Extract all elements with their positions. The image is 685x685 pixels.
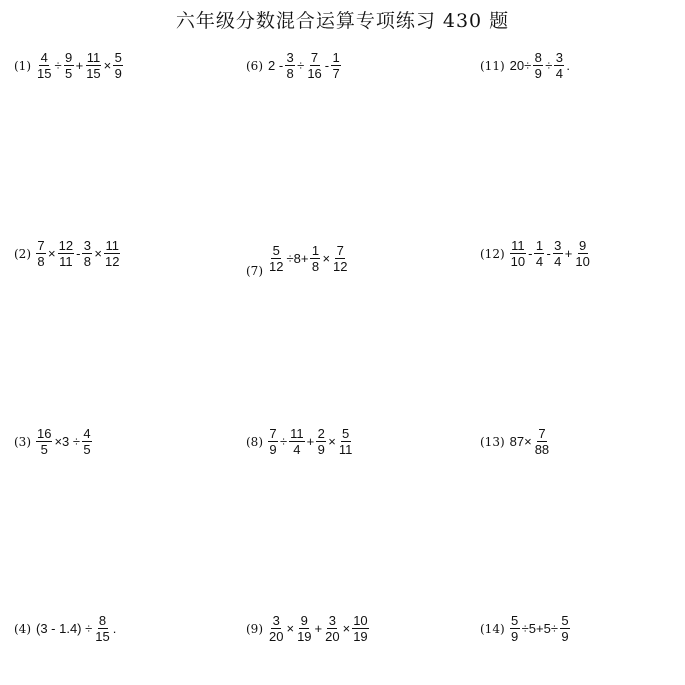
problem-p7 <box>246 238 350 278</box>
expression <box>509 50 571 81</box>
denominator: 88 <box>534 442 550 457</box>
numerator: 3 <box>272 613 280 628</box>
numerator: 1 <box>332 50 340 65</box>
denominator: 9 <box>534 66 542 81</box>
problem-p6 <box>246 50 342 81</box>
operator: × <box>48 246 56 261</box>
fraction <box>316 426 326 457</box>
denominator: 12 <box>105 254 120 269</box>
numerator: 5 <box>114 50 122 65</box>
numerator: 7 <box>336 242 344 258</box>
fraction <box>338 426 354 457</box>
fraction <box>296 613 312 644</box>
operator: + <box>306 434 315 449</box>
fraction <box>534 426 550 457</box>
fraction <box>104 238 120 269</box>
denominator: 20 <box>325 629 340 644</box>
operator: ×3 ÷ <box>54 434 81 449</box>
problem-p8 <box>246 426 354 457</box>
problem-number: (7) <box>246 264 263 278</box>
fraction <box>82 238 92 269</box>
numerator: 5 <box>561 613 569 628</box>
denominator: 9 <box>114 66 122 81</box>
problem-p11 <box>480 50 571 81</box>
denominator: 5 <box>64 66 73 81</box>
numerator: 16 <box>37 426 52 441</box>
expression <box>35 50 124 81</box>
problem-number: (12) <box>480 246 505 261</box>
operator: ÷5+5÷ <box>521 621 558 636</box>
fraction <box>85 50 101 81</box>
numerator: 5 <box>272 242 280 258</box>
numerator: 1 <box>311 242 320 258</box>
numerator: 7 <box>310 50 319 65</box>
operator: + <box>75 58 84 73</box>
fraction <box>553 238 563 269</box>
operator: ÷ <box>280 434 288 449</box>
expression <box>35 613 117 644</box>
problem-number: (3) <box>14 434 31 449</box>
numerator: 1 <box>535 238 544 253</box>
denominator: 20 <box>269 629 284 644</box>
numerator: 4 <box>40 50 48 65</box>
denominator: 9 <box>317 442 325 457</box>
denominator: 4 <box>293 442 301 457</box>
operator: . <box>112 621 117 636</box>
numerator: 3 <box>83 238 92 253</box>
operator: - <box>546 246 551 261</box>
denominator: 11 <box>59 254 73 269</box>
expression <box>509 238 592 269</box>
expression <box>267 50 342 81</box>
numerator: 2 <box>317 426 325 441</box>
denominator: 16 <box>307 66 322 81</box>
denominator: 9 <box>511 629 519 644</box>
denominator: 10 <box>575 254 590 269</box>
denominator: 8 <box>311 258 320 274</box>
numerator: 8 <box>98 613 107 628</box>
numerator: 11 <box>290 426 304 441</box>
numerator: 9 <box>64 50 73 65</box>
operator: ÷ <box>297 58 305 73</box>
fraction <box>82 426 92 457</box>
problem-number: (14) <box>480 621 505 636</box>
fraction <box>268 426 278 457</box>
denominator: 4 <box>554 254 562 269</box>
problem-number: (9) <box>246 621 263 636</box>
denominator: 15 <box>86 66 101 81</box>
operator: 20÷ <box>509 58 532 73</box>
operator: + <box>314 621 323 636</box>
expression <box>267 243 350 274</box>
page-title: 六年级分数混合运算专项练习 430 题 <box>175 10 510 32</box>
operator: × <box>94 246 102 261</box>
problem-p13 <box>480 426 551 457</box>
numerator: 10 <box>353 613 368 628</box>
denominator: 8 <box>83 254 92 269</box>
problem-number: (1) <box>14 58 31 73</box>
fraction <box>268 243 284 274</box>
numerator: 11 <box>86 50 101 65</box>
operator: ÷8+ <box>286 250 309 266</box>
problem-number: (13) <box>480 434 505 449</box>
problem-p4 <box>14 613 117 644</box>
denominator: 5 <box>83 442 91 457</box>
operator: 87× <box>509 434 532 449</box>
fraction <box>36 238 46 269</box>
problem-p9 <box>246 613 370 644</box>
fraction <box>268 613 284 644</box>
problem-p3 <box>14 426 93 457</box>
fraction <box>510 238 526 269</box>
problem-number: (6) <box>246 58 263 73</box>
operator: × <box>286 621 295 636</box>
fraction <box>574 238 590 269</box>
fraction <box>331 50 341 81</box>
expression <box>267 613 370 644</box>
numerator: 4 <box>83 426 91 441</box>
fraction <box>289 426 305 457</box>
fraction <box>94 613 110 644</box>
problem-p1 <box>14 50 124 81</box>
fraction <box>36 426 52 457</box>
fraction <box>324 613 340 644</box>
fraction <box>560 613 570 644</box>
numerator: 7 <box>37 238 45 253</box>
fraction <box>554 50 564 81</box>
numerator: 12 <box>58 238 74 253</box>
operator: - <box>528 246 533 261</box>
expression <box>267 426 354 457</box>
denominator: 19 <box>297 629 312 644</box>
fraction <box>58 238 74 269</box>
fraction <box>510 613 520 644</box>
denominator: 8 <box>286 66 294 81</box>
numerator: 9 <box>579 238 587 253</box>
denominator: 10 <box>510 254 526 269</box>
operator: × <box>322 250 331 266</box>
numerator: 7 <box>538 426 546 441</box>
numerator: 11 <box>105 238 119 253</box>
fraction <box>306 50 322 81</box>
denominator: 15 <box>95 629 110 644</box>
operator: × <box>342 621 351 636</box>
fraction <box>64 50 74 81</box>
expression <box>35 426 93 457</box>
problem-number: (2) <box>14 246 31 261</box>
problem-number: (8) <box>246 434 263 449</box>
numerator: 8 <box>534 50 542 65</box>
numerator: 3 <box>286 50 294 65</box>
fraction <box>534 238 544 269</box>
operator: ÷ <box>54 58 62 73</box>
denominator: 4 <box>535 254 544 269</box>
denominator: 4 <box>555 66 563 81</box>
denominator: 5 <box>40 442 48 457</box>
problem-p12 <box>480 238 592 269</box>
problem-number: (4) <box>14 621 31 636</box>
numerator: 5 <box>511 613 519 628</box>
denominator: 9 <box>561 629 569 644</box>
numerator: 3 <box>554 238 562 253</box>
numerator: 9 <box>300 613 308 628</box>
denominator: 12 <box>269 258 284 274</box>
operator: . <box>566 58 571 73</box>
problem-p2 <box>14 238 121 269</box>
fraction <box>310 243 320 274</box>
operator: ÷ <box>545 58 553 73</box>
denominator: 12 <box>333 258 348 274</box>
denominator: 15 <box>37 66 52 81</box>
problem-p14 <box>480 613 571 644</box>
operator: 2 - <box>268 58 284 73</box>
problem-number: (11) <box>480 58 505 73</box>
denominator: 19 <box>353 629 368 644</box>
operator: (3 - 1.4) ÷ <box>36 621 93 636</box>
denominator: 8 <box>37 254 45 269</box>
numerator: 5 <box>341 426 350 441</box>
numerator: 7 <box>269 426 277 441</box>
fraction <box>352 613 368 644</box>
fraction <box>36 50 52 81</box>
numerator: 3 <box>555 50 563 65</box>
numerator: 3 <box>328 613 336 628</box>
numerator: 11 <box>511 238 525 253</box>
fraction <box>533 50 543 81</box>
expression <box>35 238 121 269</box>
expression <box>509 613 571 644</box>
operator: × <box>328 434 336 449</box>
fraction <box>285 50 295 81</box>
fraction <box>113 50 123 81</box>
denominator: 7 <box>332 66 340 81</box>
operator: - <box>324 58 330 73</box>
denominator: 9 <box>269 442 277 457</box>
operator: × <box>103 58 112 73</box>
operator: + <box>564 246 573 261</box>
operator: - <box>76 246 81 261</box>
denominator: 11 <box>338 442 353 457</box>
fraction <box>332 243 348 274</box>
expression <box>509 426 552 457</box>
